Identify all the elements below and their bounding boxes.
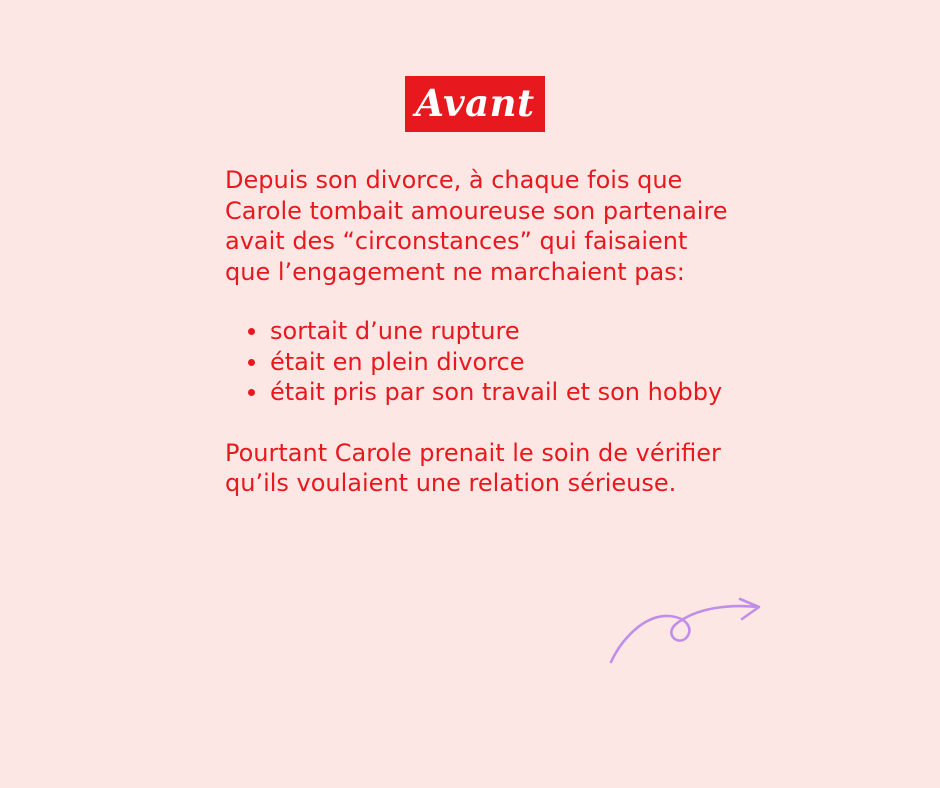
list-item: [225, 377, 735, 408]
curly-arrow-icon: [600, 590, 770, 670]
title-badge: [405, 76, 545, 132]
list-item: [225, 347, 735, 378]
conclusion-paragraph: Pourtant Carole prenait le soin de vérifier qu’ils voulaient une relation sérieuse.: [225, 438, 721, 497]
bullet-icon: [248, 328, 255, 335]
list-item-text: était pris par son travail et son hobby: [270, 378, 723, 406]
intro-paragraph: Depuis son divorce, à chaque fois que Carole tombait amoureuse son partenaire avait des “circonstances” qui faisaient que l’engagement ne marchaient pas:: [225, 166, 728, 286]
bullet-icon: [248, 359, 255, 366]
list-item-text: sortait d’une rupture: [270, 317, 520, 345]
main-text-block: [225, 165, 735, 499]
circumstances-list: [225, 316, 735, 408]
page-title: Avant: [415, 80, 535, 125]
bullet-icon: [248, 389, 255, 396]
list-item: [225, 316, 735, 347]
list-item-text: était en plein divorce: [270, 347, 525, 376]
